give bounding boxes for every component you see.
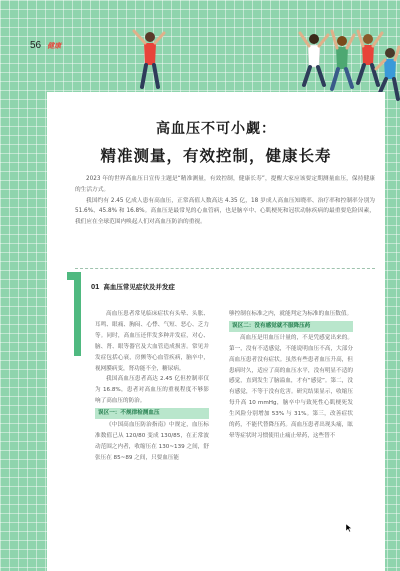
- person-figure-4: [358, 31, 382, 85]
- section-decorative-bracket-icon: [65, 270, 83, 358]
- intro-paragraph-1: 2023 年的世界高血压日宣传主题是“精准测量，有效控制，健康长寿”，提醒大家应该要定期测量血压，保持健康的生活方式。: [75, 176, 375, 193]
- person-figure-3: [332, 31, 354, 89]
- title-line-1: 高血压不可小觑：: [156, 121, 276, 137]
- page-number: 56: [30, 40, 42, 51]
- section-title: 高血压常见症状及并发症: [103, 283, 175, 291]
- left-column: [95, 309, 209, 464]
- paragraph: 《中国高血压防治指南》中规定，血压标准数值已从 120/80 变成 130/85，在正常波动范围之内者，收缩压在 130~139 之间，舒张压在 85~89 之间，只要血压能: [95, 422, 209, 461]
- misconception-heading-2: 误区二：没有感觉就不服降压药: [229, 321, 353, 332]
- person-figure-1: [134, 31, 164, 87]
- right-column: [229, 309, 353, 442]
- intro-paragraph-2: 我国约有 2.45 亿成人患有高血压，正常高值人数高达 4.35 亿，18 岁成人高血压知晓率、治疗率和控制率分别为 51.6%、45.8% 和 16.8%。高血压是最常见的心血管病，也是脑卒中、心肌梗死和冠状动脉疾病的最重要危险因素，我们应在全球范围内唤起人们对高血压防治的重视。: [75, 197, 375, 226]
- paragraph-continued: 够控制在标准之内，就能判定为标准的血压数值。: [229, 311, 353, 317]
- person-figure-2: [300, 33, 328, 85]
- section-label: 健康: [47, 42, 62, 50]
- paragraph: 高血压患者常见临床症状有头晕、头胀、耳鸣、眼痛、胸闷、心悸、气短、恶心、乏力等。同时，高血压还伴发多种并发症，对心、脑、肾、眼等器官及大血管造成损害。常见并发症包括心衰，房颤等心血管疾病，脑卒中，视网膜病变，肾功能不全，糖尿病。: [95, 311, 209, 372]
- article-title: [47, 118, 385, 166]
- section-number: 01: [91, 282, 100, 291]
- dashed-divider: [75, 268, 375, 269]
- title-line-2: 精准测量，有效控制，健康长寿: [100, 147, 332, 165]
- page-header: [30, 40, 61, 51]
- intro-text: [75, 174, 375, 228]
- section-heading: [91, 282, 175, 291]
- paragraph: 我国高血压患者高达 2.45 亿但控制率仅为 16.8%，患者对高血压的重视程度不够影响了高血压的防治。: [95, 376, 209, 405]
- article-page: [47, 92, 385, 571]
- misconception-heading-1: 误区一：不规律检测血压: [95, 408, 209, 419]
- paragraph: 高血压是用血压计量的，不是凭感觉出来的。第一，没有不适感觉，不能说明血压不高，大部分高血压患者没有症状。虽然有些患者血压升高，但患病时久，适应了高的血压水平，没有明显不适的感觉，直到发生了脑溢血，才有“感觉”。第二，没有感觉，不等于没有危害。研究结果显示，收缩压每升高 10 mmHg，脑卒中与致死性心肌梗死发生风险分别增加 53% 与 31%。第三，改善症状的药，不能代替降压药。高血压患者出现头痛，眩晕等症状时习惯使用止痛止晕药，这些替不: [229, 334, 353, 439]
- mouse-cursor-icon: [346, 524, 352, 532]
